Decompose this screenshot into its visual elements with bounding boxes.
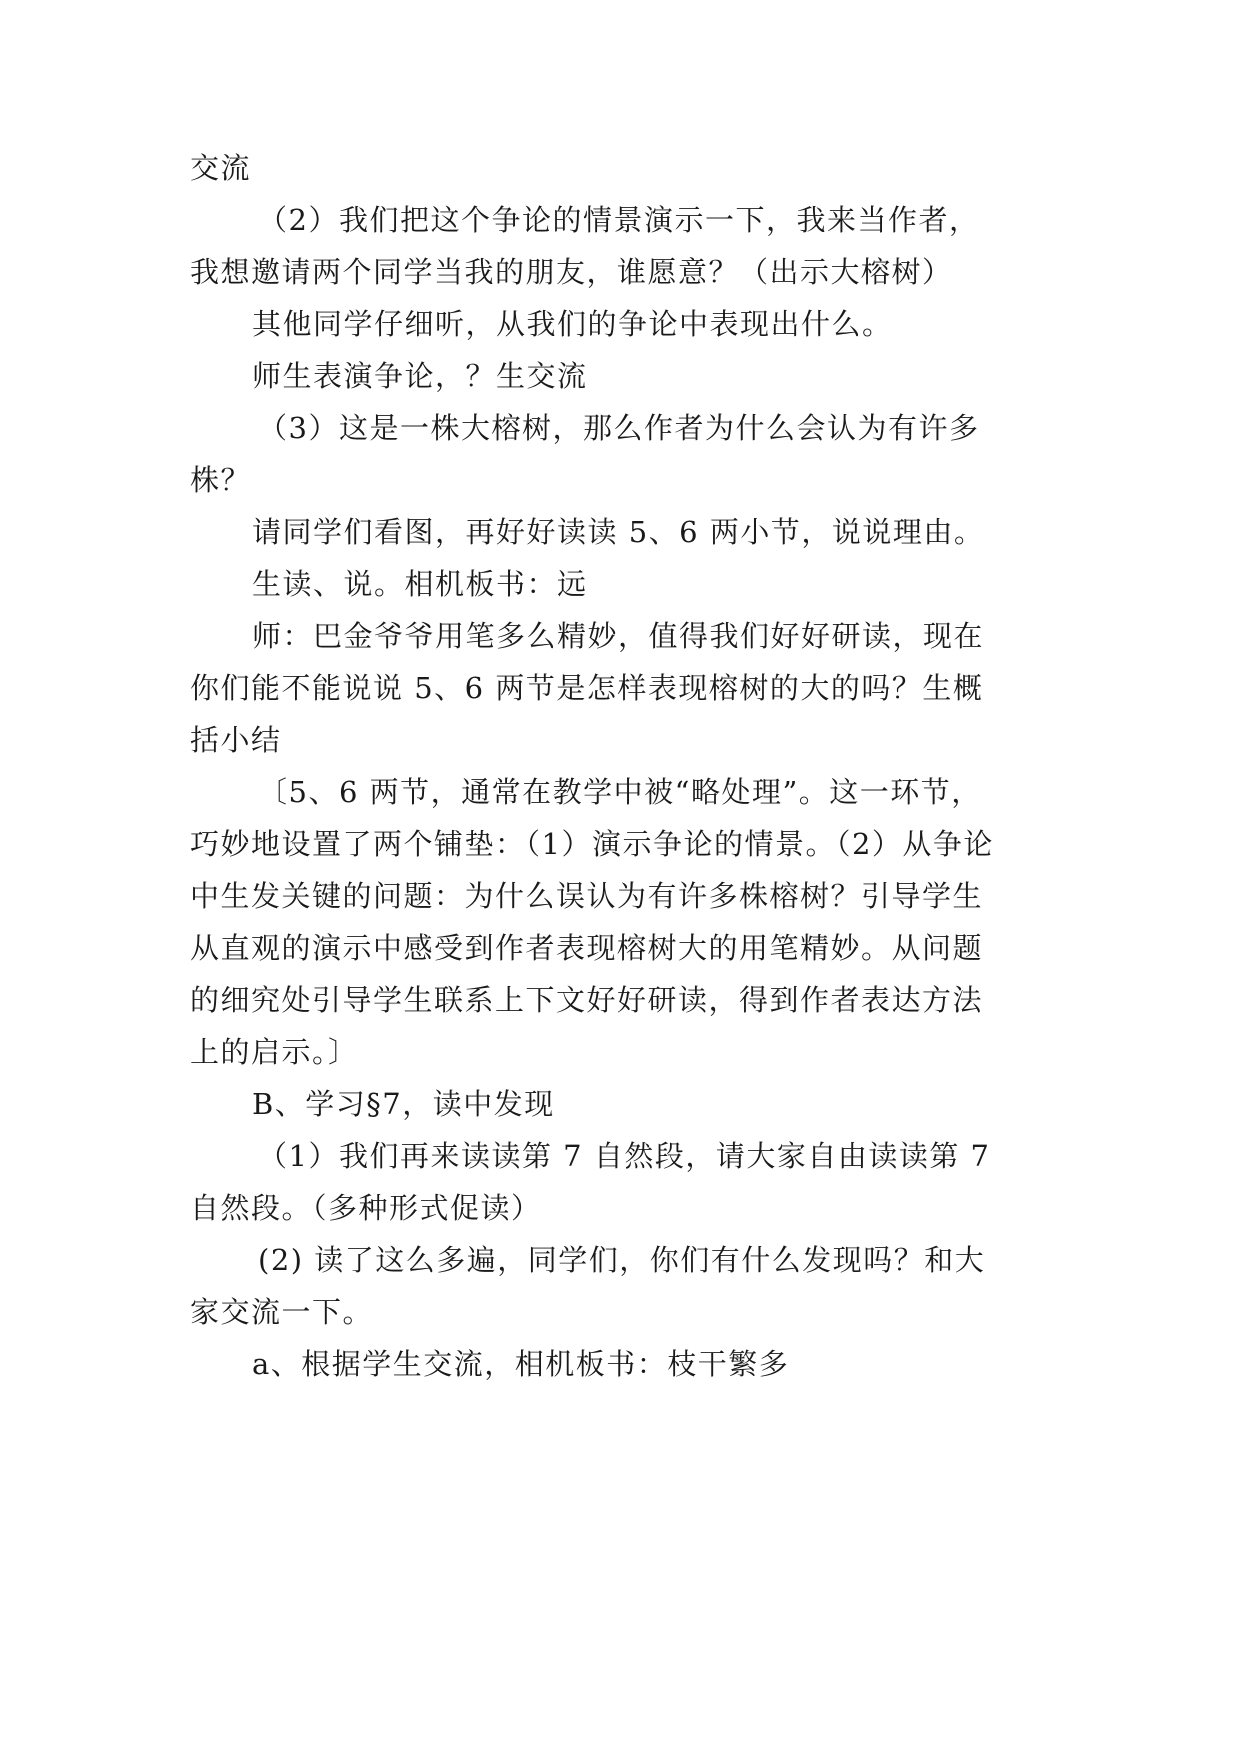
text-line: 中生发关键的问题：为什么误认为有许多株榕树？引导学生: [190, 879, 984, 913]
text-line: 括小结: [190, 723, 282, 757]
text-line: 从直观的演示中感受到作者表现榕树大的用笔精妙。从问题: [190, 931, 984, 965]
text-line: 请同学们看图，再好好读读 5、6 两小节，说说理由。: [252, 515, 985, 549]
text-line: 的细究处引导学生联系上下文好好研读，得到作者表达方法: [190, 983, 984, 1017]
text-line: 交流: [190, 151, 252, 185]
text-line: 株？: [190, 463, 252, 497]
text-line: （3）这是一株大榕树，那么作者为什么会认为有许多: [258, 411, 980, 445]
text-line: 巧妙地设置了两个铺垫：（1）演示争论的情景。（2）从争论: [190, 827, 994, 861]
text-line: (2) 读了这么多遍，同学们，你们有什么发现吗？和大: [258, 1243, 986, 1277]
text-line: 〔5、6 两节，通常在教学中被“略处理”。这一环节，: [258, 775, 982, 809]
text-line: （1）我们再来读读第 7 自然段，请大家自由读读第 7: [258, 1139, 991, 1173]
text-line: 师生表演争论，？生交流: [252, 359, 588, 393]
text-line: 你们能不能说说 5、6 两节是怎样表现榕树的大的吗？生概: [190, 671, 984, 705]
text-line: B、学习§7，读中发现: [252, 1087, 555, 1121]
text-line: 生读、说。相机板书：远: [252, 567, 588, 601]
text-line: 上的启示。〕: [190, 1035, 359, 1069]
text-line: a、根据学生交流，相机板书：枝干繁多: [252, 1347, 790, 1381]
text-line: 自然段。（多种形式促读）: [190, 1191, 542, 1225]
text-line: 其他同学仔细听，从我们的争论中表现出什么。: [252, 307, 893, 341]
text-line: 师：巴金爷爷用笔多么精妙，值得我们好好研读，现在: [252, 619, 985, 653]
text-line: 我想邀请两个同学当我的朋友，谁愿意？（出示大榕树）: [190, 255, 953, 289]
text-line: 家交流一下。: [190, 1295, 374, 1329]
text-line: （2）我们把这个争论的情景演示一下，我来当作者，: [258, 203, 980, 237]
